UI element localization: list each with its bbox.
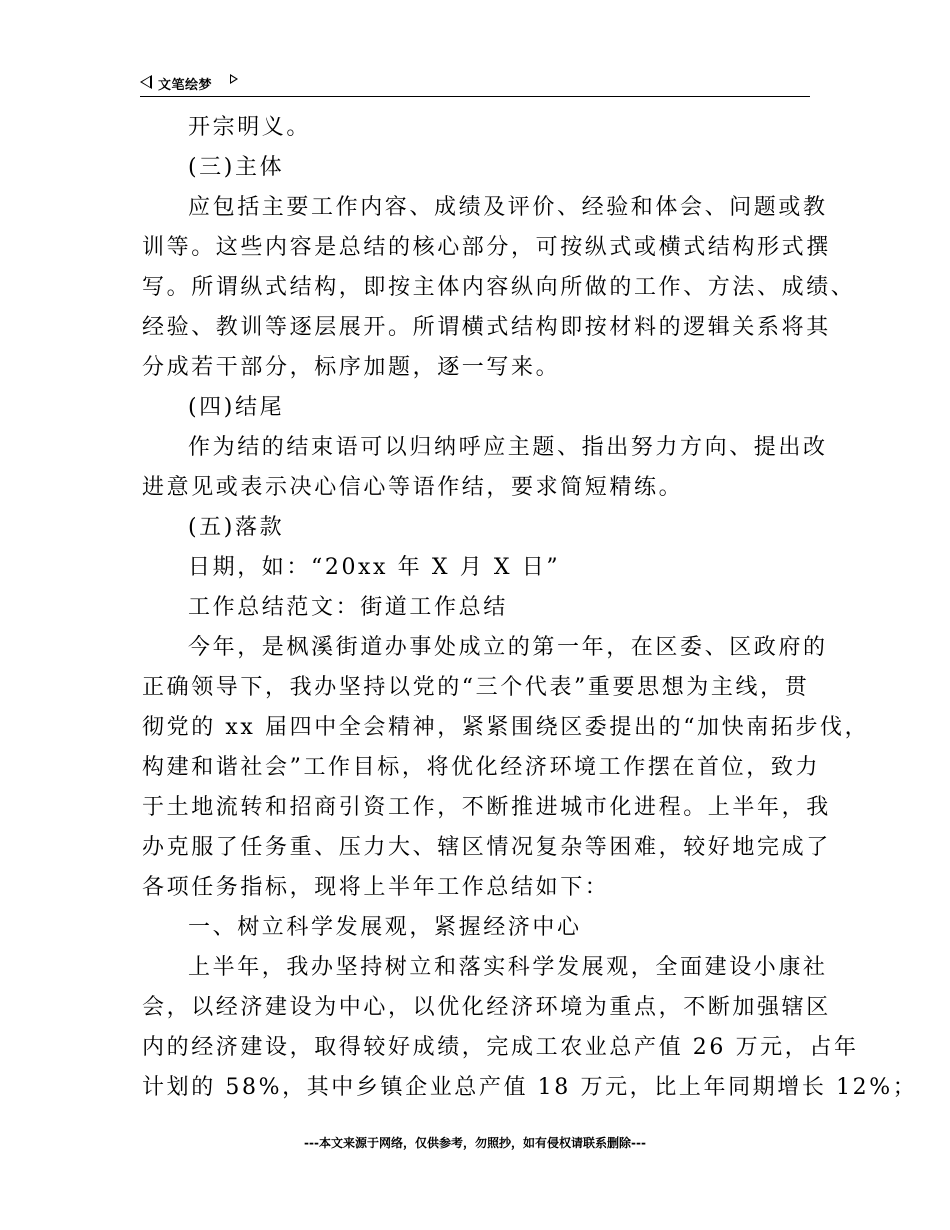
text-line: 开宗明义。	[188, 115, 312, 140]
text-line: 上半年，我办坚持树立和落实科学发展观，全面建设小康社	[188, 955, 828, 980]
text-line: (四)结尾	[188, 395, 285, 420]
text-line: 分成若干部分，标序加题，逐一写来。	[142, 355, 561, 380]
text-line: 正确领导下，我办坚持以党的“三个代表”重要思想为主线，贯	[142, 675, 810, 700]
text-line: 构建和谐社会”工作目标，将优化经济环境工作摆在首位，致力	[142, 755, 821, 780]
text-line: 计划的 58%，其中乡镇企业总产值 18 万元，比上年同期增长 12%；	[142, 1075, 918, 1100]
text-line: 会，以经济建设为中心，以优化经济环境为重点，不断加强辖区	[142, 995, 831, 1020]
text-line: 今年，是枫溪街道办事处成立的第一年，在区委、区政府的	[188, 635, 828, 660]
right-triangle-icon	[230, 74, 238, 84]
text-line: 于土地流转和招商引资工作，不断推进城市化进程。上半年，我	[142, 795, 831, 820]
header-brand: 文笔绘梦	[158, 78, 213, 93]
text-line: 作为结的结束语可以归纳呼应主题、指出努力方向、提出改	[188, 435, 828, 460]
text-line: 工作总结范文：街道工作总结	[188, 595, 508, 620]
text-line: 彻党的 xx 届四中全会精神，紧紧围绕区委提出的“加快南拓步伐，	[142, 715, 870, 740]
text-line: 内的经济建设，取得较好成绩，完成工农业总产值 26 万元，占年	[142, 1035, 859, 1060]
document-body	[142, 108, 918, 1108]
text-line: 训等。这些内容是总结的核心部分，可按纵式或横式结构形式撰	[142, 235, 831, 260]
page-footer: ---本文来源于网络，仅供参考，勿照抄，如有侵权请联系删除---	[304, 1136, 646, 1150]
text-line: 经验、教训等逐层展开。所谓横式结构即按材料的逻辑关系将其	[142, 315, 831, 340]
text-line: 日期，如：“20xx 年 X 月 X 日”	[188, 555, 561, 580]
text-line: 应包括主要工作内容、成绩及评价、经验和体会、问题或教	[188, 195, 828, 220]
page-header	[140, 70, 810, 97]
text-line: 各项任务指标，现将上半年工作总结如下：	[142, 875, 610, 900]
text-line: 一、树立科学发展观，紧握经济中心	[188, 915, 582, 940]
left-triangle-icon	[140, 75, 152, 89]
text-line: (五)落款	[188, 515, 285, 540]
text-line: 进意见或表示决心信心等语作结，要求简短精练。	[142, 475, 684, 500]
text-line: 写。所谓纵式结构，即按主体内容纵向所做的工作、方法、成绩、	[142, 275, 856, 300]
text-line: (三)主体	[188, 155, 285, 180]
text-line: 办克服了任务重、压力大、辖区情况复杂等困难，较好地完成了	[142, 835, 831, 860]
